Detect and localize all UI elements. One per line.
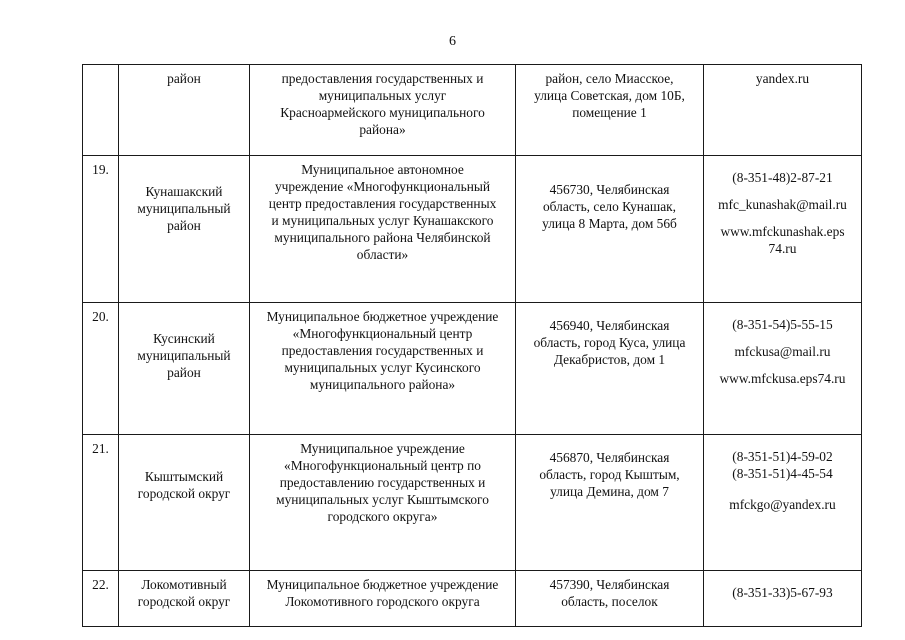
municipality-cell	[119, 303, 250, 435]
municipality-cell	[119, 65, 250, 156]
organization-line: области»	[356, 247, 409, 262]
email-link[interactable]: mfckgo@yandex.ru	[729, 497, 836, 512]
address-line: область, город Кыштым,	[539, 467, 680, 482]
address-cell	[516, 65, 704, 156]
address-line: область, поселок	[561, 594, 658, 609]
table-row	[83, 435, 862, 571]
organization-line: центр предоставления государственных	[268, 196, 497, 211]
organization-line: предоставления государственных и	[281, 343, 484, 358]
address-line: улица Советская, дом 10Б,	[534, 88, 685, 103]
organization-cell	[250, 65, 516, 156]
address-line: Декабристов, дом 1	[553, 352, 666, 367]
municipality-line: Кунашакский	[145, 184, 223, 199]
municipality-line: район	[167, 365, 201, 380]
website-line: www.mfckunashak.eps	[720, 224, 845, 239]
address-line: улица Демина, дом 7	[550, 484, 669, 499]
municipality-cell	[119, 571, 250, 627]
contacts-cell	[704, 435, 862, 571]
organization-cell	[250, 435, 516, 571]
table-row	[83, 65, 862, 156]
phone-number: (8-351-48)2-87-21	[732, 170, 833, 185]
phone-number: (8-351-51)4-45-54	[732, 466, 833, 481]
address-line: улица 8 Марта, дом 56б	[542, 216, 677, 231]
mfc-registry-table	[82, 64, 862, 627]
municipality-line: Кусинский	[153, 331, 215, 346]
municipality-line: Кыштымский	[144, 469, 224, 484]
address-cell	[516, 571, 704, 627]
organization-line: предоставлению государственных и	[279, 475, 486, 490]
municipality-cell	[119, 156, 250, 303]
address-line: область, город Куса, улица	[533, 335, 686, 350]
organization-line: Муниципальное бюджетное учреждение	[266, 309, 499, 324]
organization-line: учреждение «Многофункциональный	[274, 179, 491, 194]
organization-line: Красноармейского муниципального	[280, 105, 485, 120]
municipality-line: городской округ	[137, 594, 231, 609]
organization-line: района»	[359, 122, 406, 137]
contacts-cell	[704, 156, 862, 303]
address-cell	[516, 435, 704, 571]
contacts-cell	[704, 65, 862, 156]
organization-line: Муниципальное бюджетное учреждение	[266, 577, 499, 592]
phone-number: (8-351-51)4-59-02	[732, 449, 833, 464]
address-line: 456870, Челябинская	[549, 450, 670, 465]
organization-line: муниципального района»	[309, 377, 456, 392]
email-link[interactable]: mfc_kunashak@mail.ru	[718, 197, 847, 212]
phone-number: (8-351-33)5-67-93	[732, 585, 833, 600]
municipality-line: район	[167, 218, 201, 233]
website-link[interactable]: www.mfckusa.eps74.ru	[719, 371, 846, 386]
table-row	[83, 571, 862, 627]
organization-line: муниципального района Челябинской	[274, 230, 491, 245]
organization-cell	[250, 303, 516, 435]
row-number-cell	[83, 65, 119, 156]
email-link[interactable]: mfckusa@mail.ru	[734, 344, 831, 359]
row-number-cell: 22.	[83, 571, 119, 627]
organization-line: «Многофункциональный центр по	[284, 458, 481, 473]
organization-line: и муниципальных услуг Кунашакского	[271, 213, 494, 228]
address-line: 456940, Челябинская	[549, 318, 670, 333]
page-number: 6	[449, 34, 456, 49]
address-line: 457390, Челябинская	[549, 577, 670, 592]
municipality-line: муниципальный	[137, 348, 231, 363]
municipality-line: Локомотивный	[141, 577, 227, 592]
address-cell	[516, 303, 704, 435]
organization-line: городского округа»	[327, 509, 438, 524]
table-row	[83, 303, 862, 435]
organization-line: муниципальных услуг Кыштымского	[276, 492, 489, 507]
phone-number: (8-351-54)5-55-15	[732, 317, 833, 332]
organization-line: предоставления государственных и	[281, 71, 484, 86]
address-cell	[516, 156, 704, 303]
row-number-cell: 19.	[83, 156, 119, 303]
organization-cell	[250, 156, 516, 303]
address-line: область, село Кунашак,	[542, 199, 676, 214]
organization-line: Муниципальное автономное	[301, 162, 464, 177]
address-line: 456730, Челябинская	[549, 182, 670, 197]
municipality-line: район	[167, 71, 201, 86]
row-number-cell: 20.	[83, 303, 119, 435]
organization-line: Локомотивного городского округа	[285, 594, 480, 609]
municipality-line: муниципальный	[137, 201, 231, 216]
address-line: помещение 1	[572, 105, 647, 120]
row-number-cell: 21.	[83, 435, 119, 571]
website-link[interactable]: yandex.ru	[755, 71, 810, 86]
organization-cell	[250, 571, 516, 627]
municipality-cell	[119, 435, 250, 571]
contacts-cell	[704, 303, 862, 435]
website-line: 74.ru	[768, 241, 797, 256]
table-row	[83, 156, 862, 303]
organization-line: Муниципальное учреждение	[300, 441, 465, 456]
organization-line: «Многофункциональный центр	[292, 326, 473, 341]
organization-line: муниципальных услуг Кусинского	[284, 360, 481, 375]
address-line: район, село Миасское,	[545, 71, 674, 86]
organization-line: муниципальных услуг	[318, 88, 447, 103]
municipality-line: городской округ	[137, 486, 231, 501]
website-link[interactable]	[707, 223, 858, 257]
contacts-cell	[704, 571, 862, 627]
